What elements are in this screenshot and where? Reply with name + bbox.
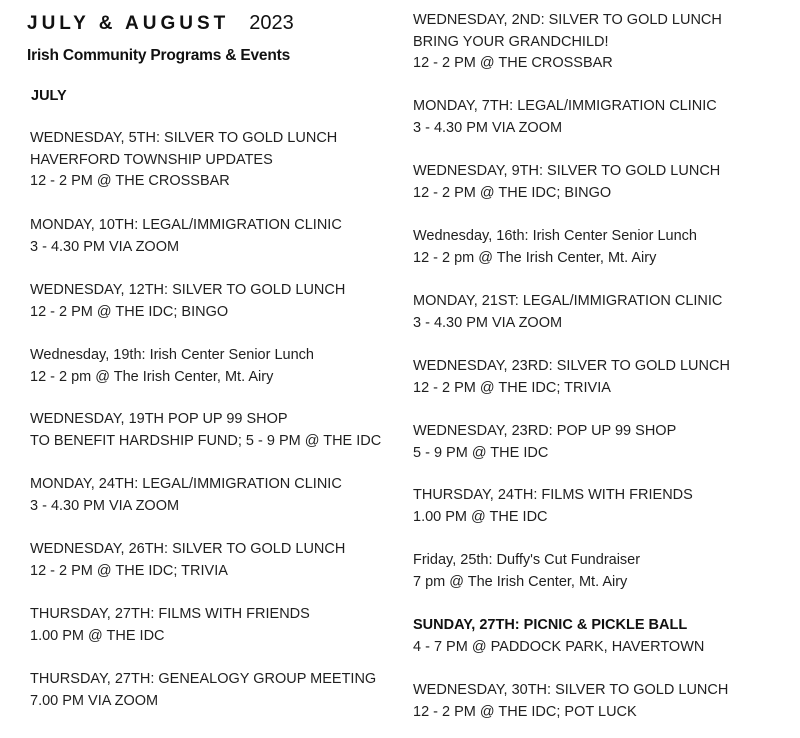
event-item	[30, 345, 314, 388]
event-item	[413, 291, 722, 334]
event-title: THURSDAY, 24TH: FILMS WITH FRIENDS	[413, 487, 693, 503]
event-title: WEDNESDAY, 23RD: SILVER TO GOLD LUNCH	[413, 358, 730, 374]
event-title: MONDAY, 24TH: LEGAL/IMMIGRATION CLINIC	[30, 476, 342, 492]
page-title	[27, 12, 294, 35]
event-time-location: 3 - 4.30 PM VIA ZOOM	[413, 119, 563, 136]
event-time-location: 12 - 2 pm @ The Irish Center, Mt. Airy	[413, 249, 657, 266]
event-item	[413, 550, 640, 593]
event-item	[413, 10, 722, 75]
title-months: JULY & AUGUST	[27, 13, 230, 34]
event-item	[413, 356, 730, 399]
event-item	[413, 161, 720, 204]
event-item	[413, 485, 693, 528]
event-title: MONDAY, 21ST: LEGAL/IMMIGRATION CLINIC	[413, 293, 723, 309]
event-item	[30, 215, 342, 258]
page-subtitle: Irish Community Programs & Events	[27, 47, 290, 64]
event-item	[413, 421, 676, 464]
event-time-location: 12 - 2 PM @ THE IDC; TRIVIA	[413, 379, 611, 396]
event-title: WEDNESDAY, 30TH: SILVER TO GOLD LUNCH	[413, 682, 729, 698]
event-title: MONDAY, 7TH: LEGAL/IMMIGRATION CLINIC	[413, 98, 717, 114]
event-time-location: 12 - 2 PM @ THE IDC; TRIVIA	[30, 562, 228, 579]
event-item	[30, 604, 310, 647]
event-time-location: 12 - 2 PM @ THE IDC; BINGO	[30, 303, 229, 320]
event-title: WEDNESDAY, 2ND: SILVER TO GOLD LUNCH	[413, 12, 722, 28]
event-title: MONDAY, 10TH: LEGAL/IMMIGRATION CLINIC	[30, 217, 342, 233]
event-title: Wednesday, 19th: Irish Center Senior Lunch	[30, 347, 314, 363]
event-title: WEDNESDAY, 23RD: POP UP 99 SHOP	[413, 423, 677, 439]
event-title: THURSDAY, 27TH: GENEALOGY GROUP MEETING	[30, 671, 377, 687]
event-title: WEDNESDAY, 12TH: SILVER TO GOLD LUNCH	[30, 282, 346, 298]
event-item-featured	[413, 615, 704, 658]
event-time-location: 5 - 9 PM @ THE IDC	[413, 444, 549, 461]
event-detail: BRING YOUR GRANDCHILD!	[413, 33, 609, 50]
event-item	[413, 226, 697, 269]
event-time-location: 1.00 PM @ THE IDC	[30, 627, 165, 644]
event-item	[30, 669, 376, 712]
event-item	[30, 474, 342, 517]
event-time-location: 3 - 4.30 PM VIA ZOOM	[30, 497, 180, 514]
event-title: SUNDAY, 27TH: PICNIC & PICKLE BALL	[413, 617, 688, 633]
event-time-location: 12 - 2 PM @ THE IDC; BINGO	[413, 184, 612, 201]
event-title: THURSDAY, 27TH: FILMS WITH FRIENDS	[30, 606, 310, 622]
event-title: WEDNESDAY, 9TH: SILVER TO GOLD LUNCH	[413, 163, 721, 179]
event-title: Friday, 25th: Duffy's Cut Fundraiser	[413, 552, 641, 568]
event-item	[30, 539, 345, 582]
event-item	[413, 96, 717, 139]
event-detail: HAVERFORD TOWNSHIP UPDATES	[30, 151, 273, 168]
title-year: 2023	[249, 12, 294, 34]
event-time-location: 12 - 2 PM @ THE CROSSBAR	[413, 55, 613, 71]
event-title: Wednesday, 16th: Irish Center Senior Lunch	[413, 228, 697, 244]
event-title: WEDNESDAY, 19TH POP UP 99 SHOP	[30, 411, 288, 427]
event-item	[413, 680, 728, 723]
event-time-location: 12 - 2 PM @ THE CROSSBAR	[30, 173, 230, 189]
event-item	[30, 128, 337, 193]
event-time-location: 3 - 4.30 PM VIA ZOOM	[413, 314, 563, 331]
event-title: WEDNESDAY, 26TH: SILVER TO GOLD LUNCH	[30, 541, 346, 557]
event-time-location: 12 - 2 PM @ THE IDC; POT LUCK	[413, 703, 637, 720]
event-title: WEDNESDAY, 5TH: SILVER TO GOLD LUNCH	[30, 130, 338, 146]
event-time-location: 3 - 4.30 PM VIA ZOOM	[30, 238, 180, 255]
event-time-location: TO BENEFIT HARDSHIP FUND; 5 - 9 PM @ THE IDC	[30, 432, 382, 449]
event-time-location: 7 pm @ The Irish Center, Mt. Airy	[413, 573, 628, 590]
event-item	[30, 280, 345, 323]
event-time-location: 4 - 7 PM @ PADDOCK PARK, HAVERTOWN	[413, 638, 705, 655]
section-label-july: JULY	[31, 88, 67, 104]
event-item	[30, 409, 381, 452]
event-time-location: 1.00 PM @ THE IDC	[413, 508, 548, 525]
event-time-location: 12 - 2 pm @ The Irish Center, Mt. Airy	[30, 368, 274, 385]
event-time-location: 7.00 PM VIA ZOOM	[30, 692, 159, 709]
